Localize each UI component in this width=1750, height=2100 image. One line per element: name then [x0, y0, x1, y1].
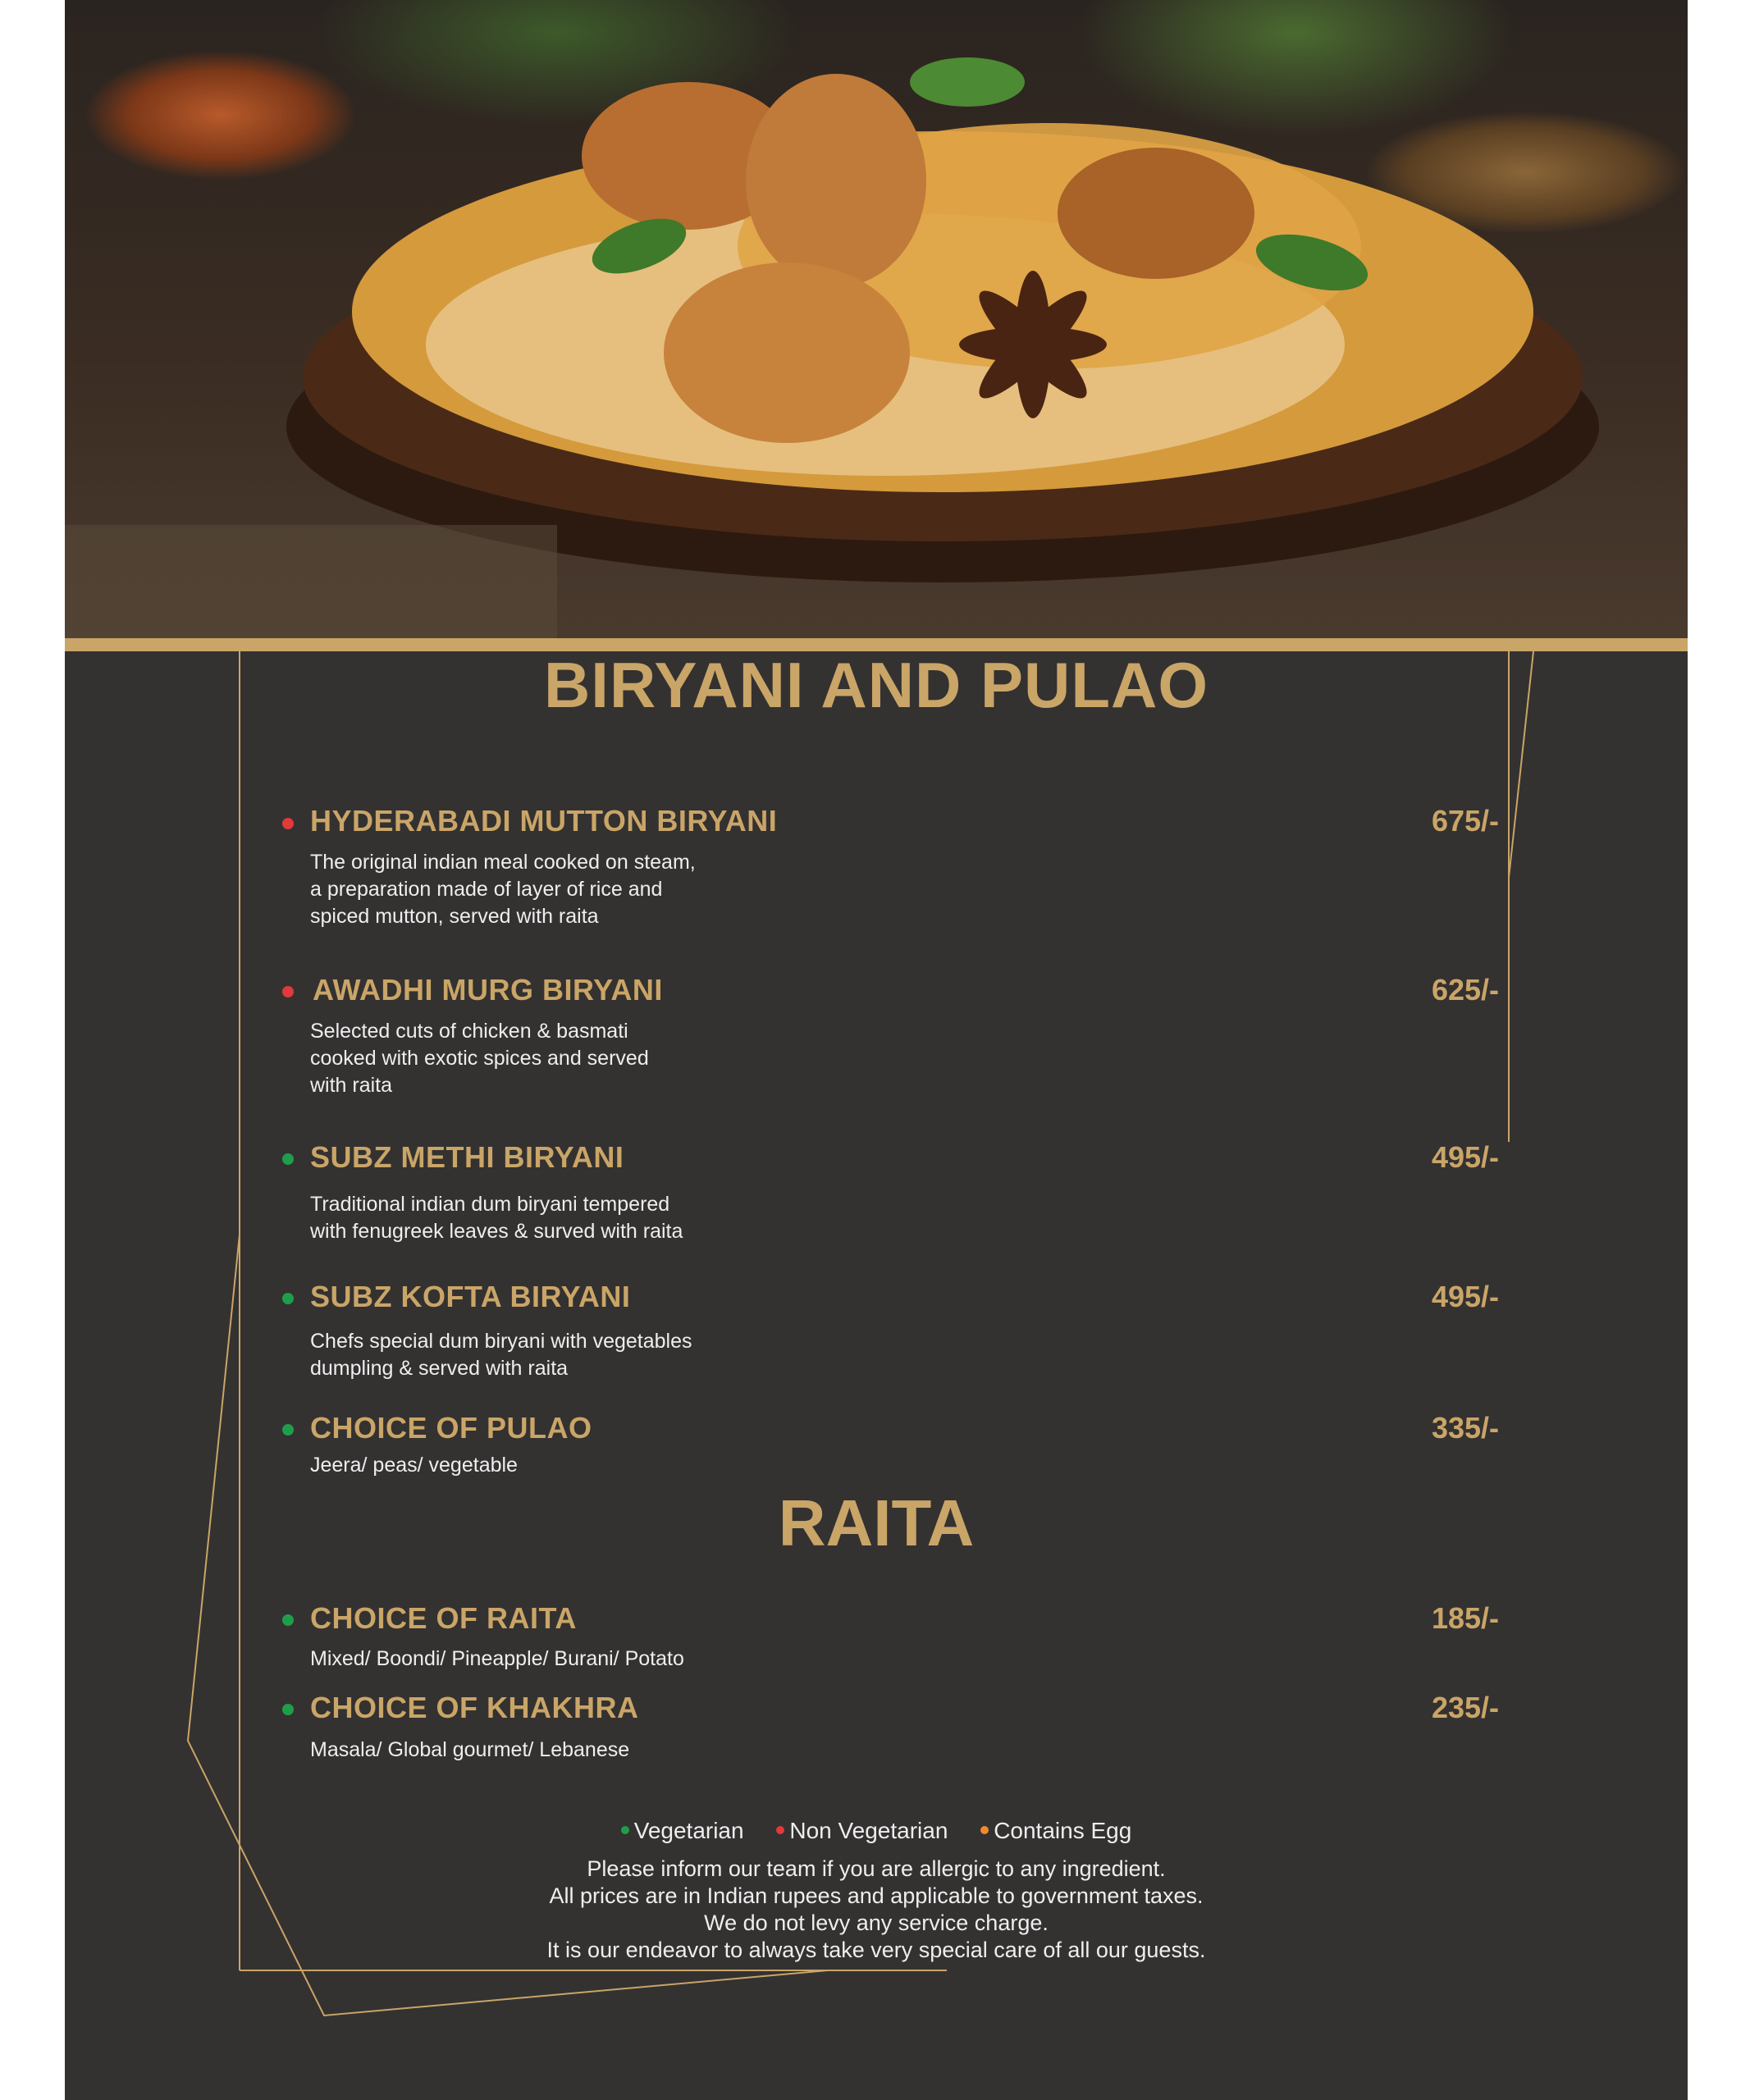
menu-page: [65, 0, 1688, 2100]
veg-dot-icon: [282, 1424, 294, 1436]
non-veg-dot-icon: [282, 986, 294, 998]
item-description: The original indian meal cooked on steam, a preparation made of layer of rice and spiced mutton, served with raita: [310, 851, 696, 928]
item-name: SUBZ METHI BIRYANI: [310, 1140, 624, 1174]
item-name: SUBZ KOFTA BIRYANI: [310, 1280, 631, 1313]
non-veg-dot-icon: [776, 1826, 784, 1834]
egg-dot-icon: [980, 1826, 989, 1834]
item-price: 185/-: [1431, 1601, 1499, 1635]
item-description: Selected cuts of chicken & basmati cooked with exotic spices and served with raita: [310, 1020, 649, 1097]
legend-contains-egg: [980, 1818, 1131, 1844]
item-price: 235/-: [1431, 1691, 1499, 1724]
item-name: HYDERABADI MUTTON BIRYANI: [310, 804, 778, 838]
section-title-biryani: BIRYANI AND PULAO: [543, 649, 1209, 721]
item-description: Jeera/ peas/ vegetable: [310, 1454, 518, 1477]
item-price: 495/-: [1431, 1140, 1499, 1174]
item-description: Mixed/ Boondi/ Pineapple/ Burani/ Potato: [310, 1647, 684, 1670]
veg-dot-icon: [621, 1826, 629, 1834]
item-description: Traditional indian dum biryani tempered with fenugreek leaves & surved with raita: [310, 1193, 683, 1243]
item-name: CHOICE OF RAITA: [310, 1601, 577, 1635]
legend-non-vegetarian: [776, 1818, 948, 1844]
footer-notes: [65, 1856, 1688, 1964]
item-description: Chefs special dum biryani with vegetables dumpling & served with raita: [310, 1330, 692, 1380]
legend-label: Non Vegetarian: [789, 1818, 948, 1843]
veg-dot-icon: [282, 1153, 294, 1165]
section-title-raita: RAITA: [778, 1486, 975, 1559]
veg-dot-icon: [282, 1293, 294, 1304]
item-name: CHOICE OF PULAO: [310, 1411, 592, 1445]
veg-dot-icon: [282, 1614, 294, 1626]
veg-dot-icon: [282, 1704, 294, 1715]
item-price: 495/-: [1431, 1280, 1499, 1313]
item-description: Masala/ Global gourmet/ Lebanese: [310, 1738, 630, 1761]
item-price: 625/-: [1431, 973, 1499, 1007]
legend-vegetarian: [621, 1818, 744, 1844]
legend-label: Vegetarian: [633, 1818, 744, 1843]
hero-biryani-photo: [65, 0, 1688, 638]
non-veg-dot-icon: [282, 818, 294, 829]
note-prices: All prices are in Indian rupees and applicable to government taxes.: [549, 1883, 1204, 1908]
legend-label: Contains Egg: [994, 1818, 1132, 1843]
diet-legend: [65, 1818, 1688, 1844]
item-price: 335/-: [1431, 1411, 1499, 1445]
biryani-bowl-illustration: [65, 0, 1688, 638]
item-price: 675/-: [1431, 804, 1499, 838]
note-service-charge: We do not levy any service charge.: [704, 1911, 1049, 1935]
note-care: It is our endeavor to always take very special care of all our guests.: [546, 1938, 1206, 1962]
item-name: AWADHI MURG BIRYANI: [313, 973, 663, 1007]
note-allergy: Please inform our team if you are allergic to any ingredient.: [587, 1856, 1166, 1881]
item-name: CHOICE OF KHAKHRA: [310, 1691, 639, 1724]
